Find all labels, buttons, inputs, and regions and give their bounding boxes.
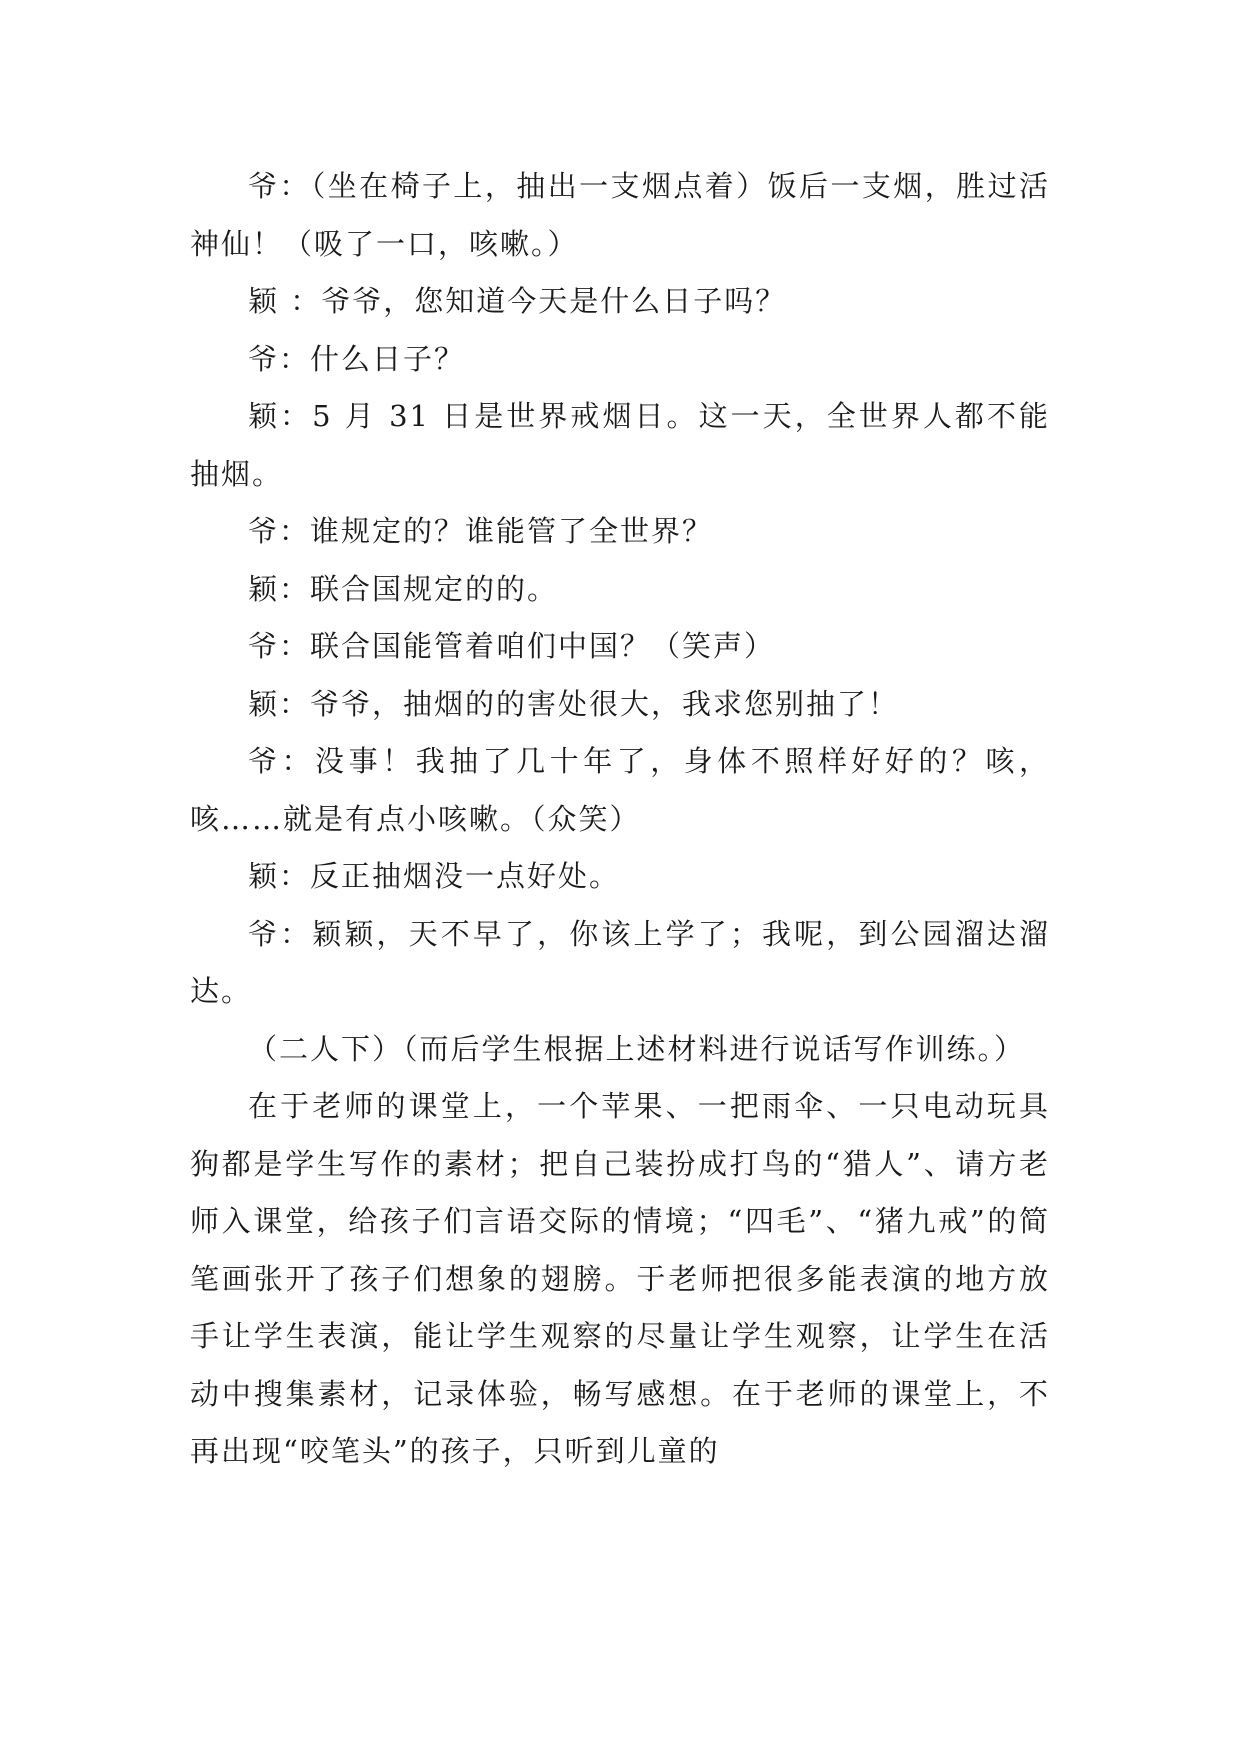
- paragraph-7: 爷：联合国能管着咱们中国？（笑声）: [248, 629, 776, 663]
- paragraph-9: 爷：没事！我抽了几十年了，身体不照样好好的？咳，咳……就是有点小咳嗽。（众笑）: [190, 744, 1050, 836]
- paragraph-4: 颖：5 月 31 日是世界戒烟日。这一天，全世界人都不能抽烟。: [190, 399, 1050, 491]
- paragraph-5: 爷：谁规定的？谁能管了全世界？: [248, 514, 714, 548]
- paragraph-13: 在于老师的课堂上，一个苹果、一把雨伞、一只电动玩具狗都是学生写作的素材；把自己装扮成打鸟的“猎人”、请方老师入课堂，给孩子们言语交际的情境；“四毛”、“猪九戒”的简笔画张开了孩子们想象的翅膀。于老师把很多能表演的地方放手让学生表演，能让学生观察的尽量让学生观察，让学生在活动中搜集素材，记录体验，畅写感想。在于老师的课堂上，不再出现“咬笔头”的孩子，只听到儿童的: [190, 1089, 1050, 1468]
- paragraph-11: 爷：颖颖，天不早了，你该上学了；我呢，到公园溜达溜达。: [190, 916, 1050, 1008]
- paragraph-8: 颖：爷爷，抽烟的的害处很大，我求您别抽了！: [248, 686, 900, 721]
- paragraph-2: 颖 ：爷爷，您知道今天是什么日子吗？: [248, 284, 787, 318]
- paragraph-10: 颖：反正抽烟没一点好处。: [248, 859, 621, 893]
- paragraph-1: 爷：（坐在椅子上，抽出一支烟点着）饭后一支烟，胜过活神仙！（吸了一口，咳嗽。）: [190, 169, 1050, 261]
- document-body: [190, 158, 1050, 1481]
- paragraph-12: （二人下）（而后学生根据上述材料进行说话写作训练。）: [248, 1031, 1026, 1066]
- paragraph-6: 颖：联合国规定的的。: [248, 571, 559, 606]
- paragraph-3: 爷：什么日子？: [248, 341, 466, 376]
